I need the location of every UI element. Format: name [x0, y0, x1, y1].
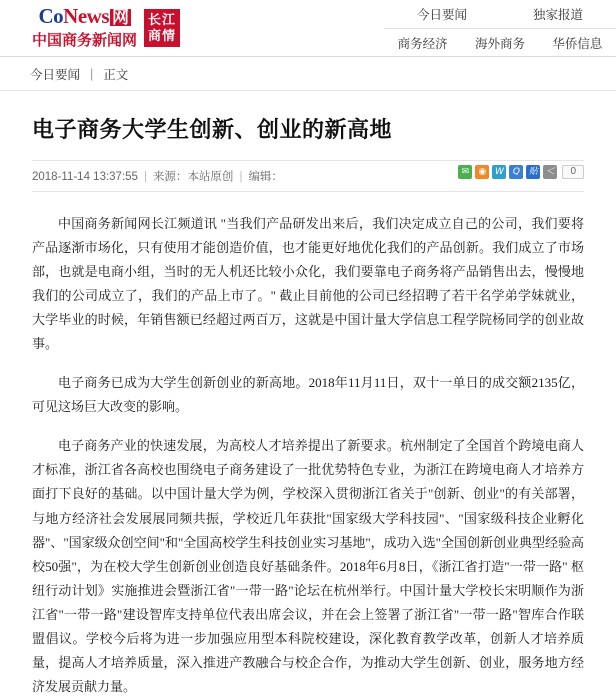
- logo-sub-line1: 长江: [148, 11, 177, 27]
- breadcrumb-separator: |: [90, 66, 94, 81]
- main-navigation: [384, 0, 616, 56]
- logo-channel-badge: [144, 9, 180, 47]
- site-header: [0, 0, 616, 57]
- breadcrumb-item-current: 正文: [103, 67, 129, 82]
- nav-item-exclusive-report[interactable]: 独家报道: [532, 8, 583, 22]
- logo-en-part1: Co: [38, 4, 64, 28]
- qq-share-icon[interactable]: ◉: [475, 165, 489, 179]
- site-logo[interactable]: [32, 6, 180, 50]
- weibo-share-icon[interactable]: W: [492, 165, 506, 179]
- wechat-share-icon[interactable]: ✉: [458, 165, 472, 179]
- source-label: 来源：: [152, 171, 188, 183]
- nav-item-overseas-business[interactable]: 海外商务: [474, 37, 525, 51]
- breadcrumb: [0, 57, 616, 91]
- publish-time: 2018-11-14 13:37:55: [32, 171, 138, 183]
- page-title: 电子商务大学生创新、创业的新高地: [32, 117, 393, 142]
- nav-item-today-news[interactable]: 今日要闻: [416, 8, 467, 22]
- editor-label: 编辑：: [248, 171, 283, 183]
- logo-sub-line2: 商情: [148, 28, 177, 43]
- tieba-share-icon[interactable]: 贴: [526, 165, 540, 179]
- nav-row-bottom: [384, 29, 616, 57]
- article-body: [32, 212, 584, 699]
- article-paragraph: 中国商务新闻网长江频道讯 "当我们产品研发出来后，我们决定成立自己的公司，我们要将产品逐渐市场化，只有使用才能创造价值，也才能更好地优化我们的产品创新。我们成立了市场部，也就是电商小组，当时的无人机还比较小众化，我们要靠电子商务将产品销售出去，慢慢地我们的公司成立了，我们的产品上市了。" 截止目前他的公司已经招聘了若干名学弟学妹就业，大学毕业的时候，年销售额已经超过两百万，这就是中国计量大学信息工程学院杨同学的创业故事。: [32, 216, 584, 352]
- article-meta-bar: [32, 160, 584, 192]
- article-paragraph: 电子商务产业的快速发展，为高校人才培养提出了新要求。杭州制定了全国首个跨境电商人才标准，浙江省各高校也围绕电子商务建设了一批优势特色专业，为浙江在跨境电商人才培养方面打下良好的基础。以中国计量大学为例，学校深入贯彻浙江省关于"创新、创业"的有关部署，与地方经济社会发展展同频共振，学校近几年获批"国家级大学科技园"、"国家级科技企业孵化器"、"国家级众创空间"和"全国高校学生科技创业实习基地"，成功入选"全国创新创业典型经验高校50强"，为在校大学生创新创业创造良好基础条件。2018年6月8日，《浙江省打造"一带一路" 枢纽行动计划》实施推进会暨浙江省"一带一路"论坛在杭州举行。中国计量大学校长宋明顺作为浙江省"一带一路"建设智库支持单位代表出席会议，并在会上签署了浙江省"一带一路"智库合作联盟倡议。学校今后将为进一步加强应用型本科院校建设，深化教育教学改革，创新人才培养质量，提高人才培养质量，深入推进产教融合与校企合作，为推动大学生创新、创业，服务地方经济发展贡献力量。: [32, 438, 584, 694]
- breadcrumb-item-today-news[interactable]: 今日要闻: [30, 67, 81, 82]
- nav-item-business-economy[interactable]: 商务经济: [397, 37, 448, 51]
- logo-chinese-text: 中国商务新闻网: [32, 33, 138, 49]
- nav-row-top: [384, 0, 616, 29]
- article-container: [0, 113, 616, 699]
- source-value: 本站原创: [187, 171, 234, 183]
- share-count: 0: [562, 165, 584, 179]
- share-bar: [458, 165, 584, 179]
- article-paragraph: 电子商务已成为大学生创新创业的新高地。2018年11月11日，双十一单日的成交额2135亿，可见这场巨大改变的影响。: [32, 375, 584, 415]
- nav-item-overseas-chinese-info[interactable]: 华侨信息: [552, 37, 603, 51]
- logo-english-text: [39, 6, 131, 27]
- qzone-share-icon[interactable]: Q: [509, 165, 523, 179]
- article-meta-text: 2018-11-14 13:37:55 | 来源：本站原创 | 编辑：: [32, 171, 283, 183]
- logo-main: [32, 6, 137, 50]
- logo-badge: 网: [112, 8, 129, 27]
- more-share-icon[interactable]: ＜: [543, 165, 557, 179]
- logo-en-part2: News: [63, 4, 109, 28]
